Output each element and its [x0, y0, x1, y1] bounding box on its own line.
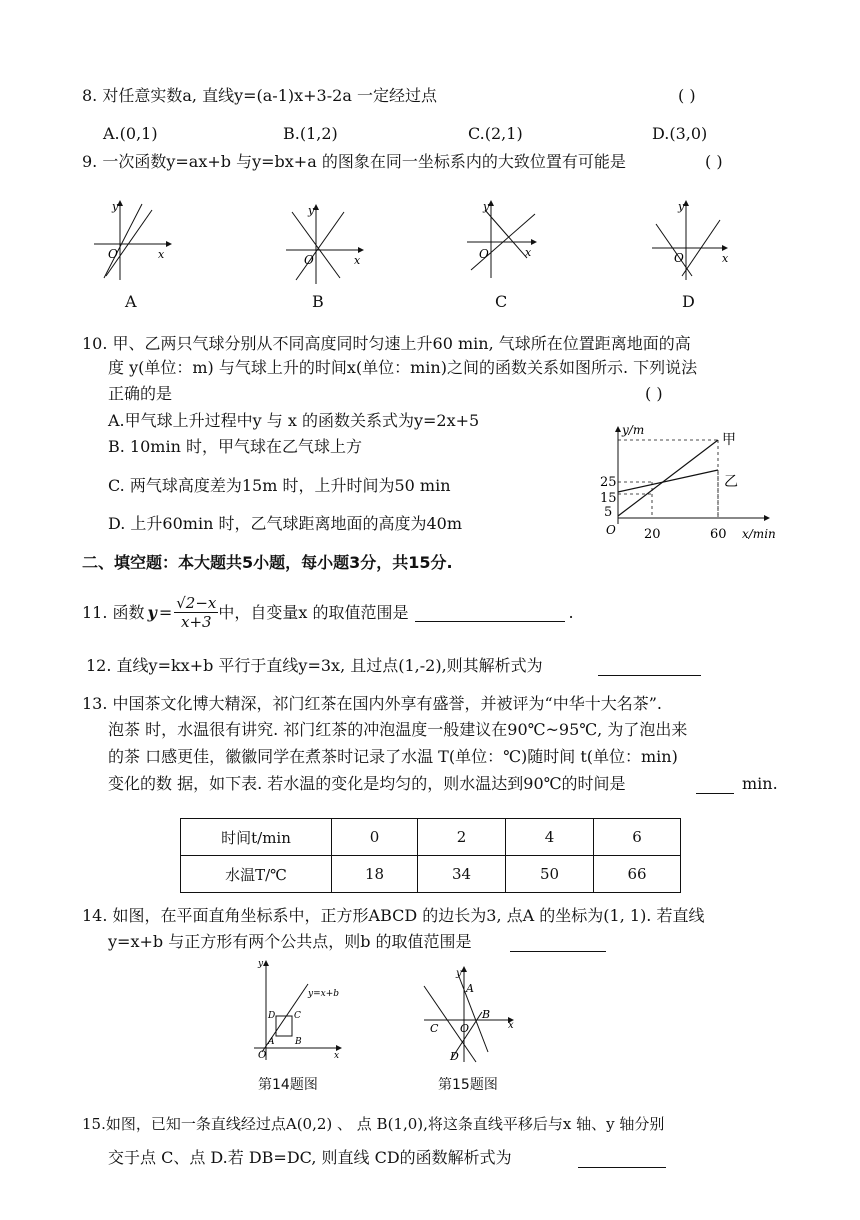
q9-label-c: C [495, 292, 508, 311]
q15-line1: 15.如图，已知一条直线经过点A(0,2) 、 点 B(1,0),将这条直线平移后与x 轴、y 轴分别 [82, 1115, 665, 1133]
q9-answer-paren: ( ) [705, 152, 723, 171]
q9-graph-d [650, 196, 732, 282]
q8-option-a: A.(0,1) [103, 124, 158, 143]
q14-origin: O [258, 1050, 267, 1061]
q14-figure [248, 956, 348, 1062]
q15-point-b: B [482, 1008, 491, 1021]
q9-graph-a [92, 196, 172, 282]
q9-stem: 9. 一次函数y=ax+b 与y=bx+a 的图象在同一坐标系内的大致位置有可能是 [82, 152, 626, 171]
q10-line-jia [618, 440, 718, 516]
q13-answer-blank[interactable] [696, 792, 734, 794]
q14-point-d: D [268, 1011, 276, 1021]
q10-label-yi: 乙 [724, 474, 738, 490]
q13-cell-header-temp: 水温T/℃ [181, 856, 332, 893]
q14-point-c: C [294, 1011, 301, 1021]
q10-ytick-15: 15 [600, 491, 617, 506]
q10-xtick-20: 20 [644, 527, 661, 542]
q8-option-c: C.(2,1) [468, 124, 523, 143]
q15-origin: O [460, 1022, 470, 1035]
q10-ylabel: y/m [622, 423, 645, 437]
table-row [181, 856, 681, 893]
q15-figure [420, 962, 520, 1066]
q15-answer-blank[interactable] [578, 1166, 666, 1168]
q15-y-label: y [456, 968, 462, 979]
q13-cell: 6 [594, 819, 681, 856]
q10-stem-line3: 正确的是 [108, 384, 173, 403]
q11-numerator: √2−x [176, 594, 217, 612]
q9-b-y-label: y [308, 204, 315, 217]
q9-graph-b [284, 200, 366, 286]
q10-stem-line2: 度 y(单位：m) 与气球上升的时间x(单位：min)之间的函数关系如图所示. 下列说法 [108, 358, 698, 377]
q10-origin: O [606, 523, 616, 537]
q9-c-origin: O [479, 247, 489, 261]
q13-cell-header-time: 时间t/min [181, 819, 332, 856]
q10-option-b: B. 10min 时，甲气球在乙气球上方 [108, 437, 362, 456]
q15-line2: 交于点 C、点 D.若 DB=DC, 则直线 CD的函数解析式为 [108, 1148, 512, 1167]
q10-option-d: D. 上升60min 时，乙气球距离地面的高度为40m [108, 514, 463, 533]
q13-line4-end: min. [742, 774, 778, 793]
q10-ytick-25: 25 [600, 475, 617, 490]
q11-fraction [174, 594, 218, 631]
q10-xlabel: x/min [742, 527, 776, 541]
q13-cell: 0 [332, 819, 418, 856]
q14-caption: 第14题图 [258, 1077, 318, 1093]
q15-point-c: C [430, 1022, 439, 1035]
q11-eq: = [158, 602, 173, 622]
q13-line3: 的茶 口感更佳，徽徽同学在煮茶时记录了水温 T(单位：℃)随时间 t(单位：min) [108, 747, 678, 766]
q9-label-d: D [682, 292, 695, 311]
q9-b-x-label: x [354, 254, 361, 267]
section2-title: 二、填空题：本大题共5小题，每小题3分，共15分. [82, 553, 453, 572]
q9-a-origin: O [108, 247, 118, 261]
q9-label-a: A [125, 292, 137, 311]
q10-option-c: C. 两气球高度差为15m 时，上升时间为50 min [108, 476, 451, 495]
table-row [181, 819, 681, 856]
q10-xtick-60: 60 [710, 527, 727, 542]
q9-d-y-label: y [678, 200, 685, 213]
q10-line-yi [618, 470, 718, 492]
q12-text: 12. 直线y=kx+b 平行于直线y=3x, 且过点(1,-2),则其解析式为 [86, 656, 543, 675]
q8-answer-paren: ( ) [678, 86, 696, 105]
q10-option-a: A.甲气球上升过程中y 与 x 的函数关系式为y=2x+5 [108, 411, 480, 430]
q9-c-x-label: x [525, 246, 532, 259]
q13-cell: 50 [506, 856, 594, 893]
q10-label-jia: 甲 [722, 432, 736, 448]
q15-point-d: D [450, 1050, 459, 1063]
q10-answer-paren: ( ) [645, 384, 663, 403]
q14-x-label: x [334, 1051, 340, 1061]
q10-stem-line1: 10. 甲、乙两只气球分别从不同高度同时匀速上升60 min, 气球所在位置距离地面的高 [82, 334, 691, 353]
q13-cell: 34 [418, 856, 506, 893]
q14-answer-blank[interactable] [510, 950, 606, 952]
q13-table [180, 818, 681, 893]
q11-line: 11. 函数 y = $\frac{√2-x}{x+3}$ 中，自变量x 的取值范围是 . [82, 594, 574, 631]
q9-d-x-label: x [722, 252, 729, 265]
q9-b-origin: O [304, 253, 314, 267]
q11-denominator: x+3 [181, 613, 212, 631]
q9-graph-c [465, 196, 547, 282]
q13-cell: 18 [332, 856, 418, 893]
q15-point-a: A [466, 982, 474, 995]
q8-stem: 8. 对任意实数a, 直线y=(a-1)x+3-2a 一定经过点 [82, 86, 437, 105]
q9-d-origin: O [674, 251, 684, 265]
q11-answer-blank[interactable] [415, 603, 565, 622]
q14-y-label: y [258, 959, 264, 969]
q15-caption: 第15题图 [438, 1077, 498, 1093]
q11-suffix: 中，自变量x 的取值范围是 [218, 602, 409, 622]
q13-cell: 66 [594, 856, 681, 893]
q13-cell: 4 [506, 819, 594, 856]
q14-line-label: y=x+b [308, 989, 340, 999]
q14-line1: 14. 如图，在平面直角坐标系中，正方形ABCD 的边长为3, 点A 的坐标为(1, 1). 若直线 [82, 906, 705, 925]
q13-cell: 2 [418, 819, 506, 856]
q13-line2: 泡茶 时，水温很有讲究. 祁门红茶的冲泡温度一般建议在90℃~95℃, 为了泡出来 [108, 720, 688, 739]
q10-ytick-5: 5 [604, 505, 613, 520]
q10-chart [594, 420, 784, 544]
q13-line1: 13. 中国茶文化博大精深，祁门红茶在国内外享有盛誉，并被评为“中华十大名茶”. [82, 694, 662, 713]
q14-point-b: B [295, 1037, 302, 1047]
q15-x-label: x [508, 1020, 514, 1031]
q11-prefix: 11. 函数 [82, 602, 145, 622]
q9-a-y-label: y [112, 200, 119, 213]
q11-func-y: y [147, 602, 157, 622]
q14-line2: y=x+b 与正方形有两个公共点，则b 的取值范围是 [108, 932, 472, 951]
q14-point-a: A [268, 1037, 275, 1047]
q8-option-b: B.(1,2) [283, 124, 338, 143]
q12-answer-blank[interactable] [598, 674, 701, 676]
q9-c-y-label: y [483, 200, 490, 213]
q9-label-b: B [312, 292, 324, 311]
q9-a-x-label: x [158, 248, 165, 261]
q13-line4: 变化的数 据，如下表. 若水温的变化是均匀的，则水温达到90℃的时间是 [108, 774, 626, 793]
q8-option-d: D.(3,0) [652, 124, 708, 143]
